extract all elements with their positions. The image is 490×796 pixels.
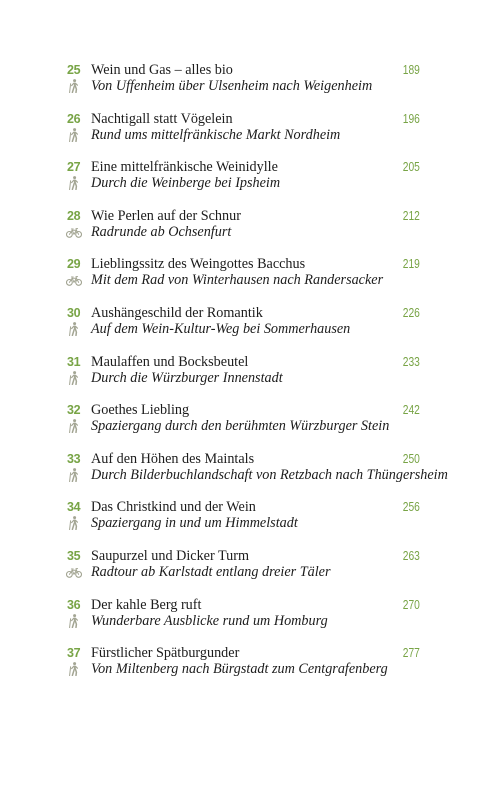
toc-entry[interactable] xyxy=(66,158,420,207)
page-number: 250 xyxy=(402,451,420,466)
bicycle-icon xyxy=(66,227,82,241)
chapter-title: Lieblingssitz des Weingottes Bacchus xyxy=(91,256,306,273)
toc-entry[interactable] xyxy=(66,547,420,596)
page-number: 219 xyxy=(402,257,420,272)
bicycle-icon xyxy=(66,567,82,581)
toc-entry[interactable] xyxy=(66,61,420,110)
bicycle-icon xyxy=(66,275,82,289)
chapter-title: Wie Perlen auf der Schnur xyxy=(91,207,241,224)
page-number: 233 xyxy=(402,354,420,369)
page-number: 242 xyxy=(402,403,420,418)
page-number: 196 xyxy=(402,111,420,126)
page-number: 270 xyxy=(402,597,420,612)
hiker-icon xyxy=(68,516,84,530)
toc-entry[interactable] xyxy=(66,596,420,645)
hiker-icon xyxy=(68,419,84,433)
toc-entry[interactable] xyxy=(66,304,420,353)
chapter-subtitle: Auf dem Wein-Kultur-Weg bei Sommerhausen xyxy=(91,320,351,337)
table-of-contents xyxy=(66,61,448,693)
chapter-number: 30 xyxy=(67,305,81,320)
chapter-number: 32 xyxy=(67,403,81,418)
page-number: 212 xyxy=(402,208,420,223)
hiker-icon xyxy=(68,176,84,190)
chapter-subtitle: Rund ums mittelfränkische Markt Nordheim xyxy=(91,126,341,143)
chapter-number: 26 xyxy=(67,111,81,126)
chapter-number: 25 xyxy=(67,63,81,77)
chapter-subtitle: Mit dem Rad von Winterhausen nach Randersacker xyxy=(91,272,384,289)
hiker-icon xyxy=(68,468,84,482)
hiker-icon xyxy=(68,322,84,336)
toc-entry[interactable] xyxy=(66,110,420,159)
toc-entry[interactable] xyxy=(66,207,420,256)
page-number: 277 xyxy=(402,646,420,661)
hiker-icon xyxy=(68,79,84,93)
chapter-subtitle: Spaziergang in und um Himmelstadt xyxy=(91,515,298,532)
chapter-subtitle: Von Uffenheim über Ulsenheim nach Weigenheim xyxy=(91,78,373,94)
chapter-subtitle: Radrunde ab Ochsenfurt xyxy=(91,223,232,240)
chapter-title: Das Christkind und der Wein xyxy=(91,499,256,516)
chapter-title: Maulaffen und Bocksbeutel xyxy=(91,353,249,370)
chapter-subtitle: Wunderbare Ausblicke rund um Homburg xyxy=(91,612,328,629)
chapter-number: 27 xyxy=(67,160,81,175)
chapter-title: Eine mittelfränkische Weinidylle xyxy=(91,159,278,176)
toc-entry[interactable] xyxy=(66,401,420,450)
page-number: 189 xyxy=(402,63,420,77)
hiker-icon xyxy=(68,614,84,628)
page-number: 226 xyxy=(402,305,420,320)
chapter-subtitle: Radtour ab Karlstadt entlang dreier Täler xyxy=(91,563,331,580)
chapter-subtitle: Durch die Würzburger Innenstadt xyxy=(91,369,283,386)
chapter-subtitle: Durch Bilderbuchlandschaft von Retzbach nach Thüngersheim xyxy=(91,466,448,483)
chapter-number: 36 xyxy=(67,597,81,612)
toc-entry[interactable] xyxy=(66,498,420,547)
toc-entry[interactable] xyxy=(66,644,420,693)
chapter-title: Der kahle Berg ruft xyxy=(91,596,202,613)
chapter-subtitle: Durch die Weinberge bei Ipsheim xyxy=(91,175,281,192)
toc-entry[interactable] xyxy=(66,450,448,499)
hiker-icon xyxy=(68,662,84,676)
chapter-number: 28 xyxy=(67,208,81,223)
chapter-title: Auf den Höhen des Maintals xyxy=(91,450,255,467)
chapter-title: Saupurzel und Dicker Turm xyxy=(91,547,250,564)
toc-entry[interactable] xyxy=(66,255,420,304)
toc-entry[interactable] xyxy=(66,353,420,402)
chapter-title: Aushängeschild der Romantik xyxy=(91,304,263,321)
hiker-icon xyxy=(68,128,84,142)
chapter-number: 29 xyxy=(67,257,81,272)
chapter-number: 31 xyxy=(67,354,81,369)
chapter-title: Goethes Liebling xyxy=(91,402,190,419)
page-number: 263 xyxy=(402,548,420,563)
chapter-number: 34 xyxy=(67,500,81,515)
chapter-number: 33 xyxy=(67,451,81,466)
chapter-number: 35 xyxy=(67,548,81,563)
page-number: 256 xyxy=(402,500,420,515)
hiker-icon xyxy=(68,371,84,385)
chapter-subtitle: Von Miltenberg nach Bürgstadt zum Centgrafenberg xyxy=(91,661,388,678)
chapter-number: 37 xyxy=(67,646,81,661)
page-number: 205 xyxy=(402,160,420,175)
chapter-title: Fürstlicher Spätburgunder xyxy=(91,645,240,662)
chapter-title: Wein und Gas – alles bio xyxy=(91,62,233,78)
chapter-subtitle: Spaziergang durch den berühmten Würzburger Stein xyxy=(91,418,390,435)
chapter-title: Nachtigall statt Vögelein xyxy=(91,110,233,127)
